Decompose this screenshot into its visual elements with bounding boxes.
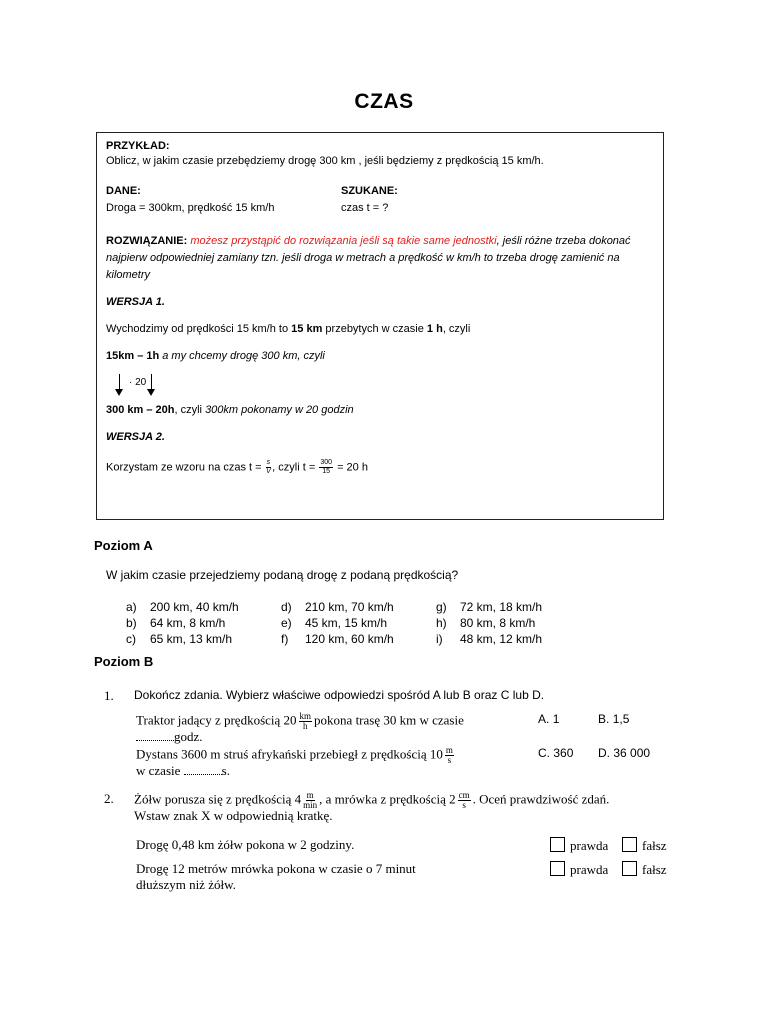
- version1-label: WERSJA 1.: [106, 296, 165, 308]
- task2-line-1: Żółw porusza się z prędkością 4 m min , a mrówka z prędkością 2 $\frac{cm}{s}$ . Oceń prawdziwość zdań.: [134, 790, 610, 810]
- example-task: Oblicz, w jakim czasie przebędziemy drogę 300 km , jeśli będziemy z prędkością 15 km/h.: [106, 155, 544, 167]
- solution-line-1: ROZWIĄZANIE: możesz przystąpić do rozwiązania jeśli są takie same jednostki, jeśli różne trzeba dokonać: [106, 235, 631, 247]
- statement-2-false[interactable]: fałsz: [622, 861, 667, 878]
- version2-label: WERSJA 2.: [106, 431, 165, 443]
- list-item: g) 72 km, 18 km/h: [436, 600, 543, 614]
- fraction-300-over-15: $\frac{300}{15}$: [320, 459, 332, 475]
- list-item: c) 65 km, 13 km/h: [126, 632, 233, 646]
- list-item: b) 64 km, 8 km/h: [126, 616, 226, 630]
- false-checkbox[interactable]: [622, 861, 637, 876]
- true-checkbox[interactable]: [550, 861, 565, 876]
- level-a-heading: Poziom A: [94, 538, 153, 553]
- fraction-km-per-h: $\frac{km}{h}$: [299, 711, 312, 731]
- task1-blank-2: w czasie s.: [136, 763, 230, 778]
- dane-value: Droga = 300km, prędkość 15 km/h: [106, 202, 275, 214]
- dane-label: DANE:: [106, 185, 141, 197]
- task2-statement-2: Drogę 12 metrów mrówka pokona w czasie o 7 minut: [136, 861, 416, 876]
- level-a-answers-col-3: [436, 599, 542, 647]
- version1-line-2: 15km – 1h a my chcemy drogę 300 km, czyli: [106, 350, 325, 362]
- level-a-question: W jakim czasie przejedziemy podaną drogę z podaną prędkością?: [106, 568, 459, 582]
- option-b: B. 1,5: [598, 712, 630, 726]
- list-item: a) 200 km, 40 km/h: [126, 600, 239, 614]
- solution-line-3: kilometry: [106, 269, 151, 281]
- list-item: e) 45 km, 15 km/h: [281, 616, 388, 630]
- task2-statement-2-cont: dłuższym niż żółw.: [136, 877, 236, 892]
- task1-number: 1.: [104, 688, 114, 703]
- task1-sentence-1: Traktor jadący z prędkością 20 $\frac{km}{h}$ pokona trasę 30 km w czasie: [136, 711, 464, 731]
- task2-number: 2.: [104, 791, 114, 806]
- list-item: d) 210 km, 70 km/h: [281, 600, 394, 614]
- task1-instruction: Dokończ zdania. Wybierz właściwe odpowiedzi spośród A lub B oraz C lub D.: [134, 688, 545, 702]
- option-c: C. 360: [538, 746, 574, 760]
- statement-1-false[interactable]: fałsz: [622, 837, 667, 854]
- example-label: PRZYKŁAD:: [106, 140, 170, 152]
- version1-line-1: Wychodzimy od prędkości 15 km/h to 15 km przebytych w czasie 1 h, czyli: [106, 323, 471, 335]
- fraction-m-per-min: m min: [303, 790, 318, 810]
- statement-2-true[interactable]: prawda: [550, 861, 608, 878]
- list-item: f) 120 km, 60 km/h: [281, 632, 394, 646]
- true-checkbox[interactable]: [550, 837, 565, 852]
- version2-formula: Korzystam ze wzoru na czas t = $\frac{s}{V}$ , czyli t = $\frac{300}{15}$ = 20 h: [106, 459, 368, 475]
- multiplier-label: · 20: [129, 377, 147, 388]
- down-arrow-icon: [119, 374, 120, 390]
- statement-1-true[interactable]: prawda: [550, 837, 608, 854]
- answer-blank[interactable]: [184, 764, 222, 775]
- task1-sentence-2: Dystans 3600 m struś afrykański przebiegł z prędkością 10 $\frac{m}{s}$: [136, 745, 453, 765]
- fraction-cm-per-s: $\frac{cm}{s}$: [458, 790, 470, 810]
- list-item: h) 80 km, 8 km/h: [436, 616, 536, 630]
- level-a-answers-col-1: [126, 599, 239, 647]
- fraction-m-per-s: $\frac{m}{s}$: [445, 745, 453, 765]
- option-a: A. 1: [538, 712, 560, 726]
- answer-blank[interactable]: [136, 730, 174, 741]
- szukane-value: czas t = ?: [341, 202, 389, 214]
- szukane-label: SZUKANE:: [341, 185, 398, 197]
- level-b-heading: Poziom B: [94, 654, 154, 669]
- example-box: [96, 132, 664, 520]
- task1-blank-1: godz.: [136, 729, 203, 745]
- page-title: CZAS: [354, 90, 414, 113]
- task2-statement-1: Drogę 0,48 km żółw pokona w 2 godziny.: [136, 837, 355, 852]
- fraction-s-over-v: $\frac{s}{V}$: [266, 459, 271, 475]
- option-d: D. 36 000: [598, 746, 651, 760]
- task2-line-2: Wstaw znak X w odpowiednią kratkę.: [134, 808, 333, 823]
- down-arrow-icon: [151, 374, 152, 390]
- false-checkbox[interactable]: [622, 837, 637, 852]
- solution-line-2: najpierw odpowiedniej zamiany tzn. jeśli droga w metrach a prędkość w km/h to trzeba drogę zamienić na: [106, 252, 620, 264]
- level-a-answers-col-2: [281, 599, 394, 647]
- list-item: i) 48 km, 12 km/h: [436, 632, 543, 646]
- version1-line-3: 300 km – 20h, czyli 300km pokonamy w 20 godzin: [106, 404, 354, 416]
